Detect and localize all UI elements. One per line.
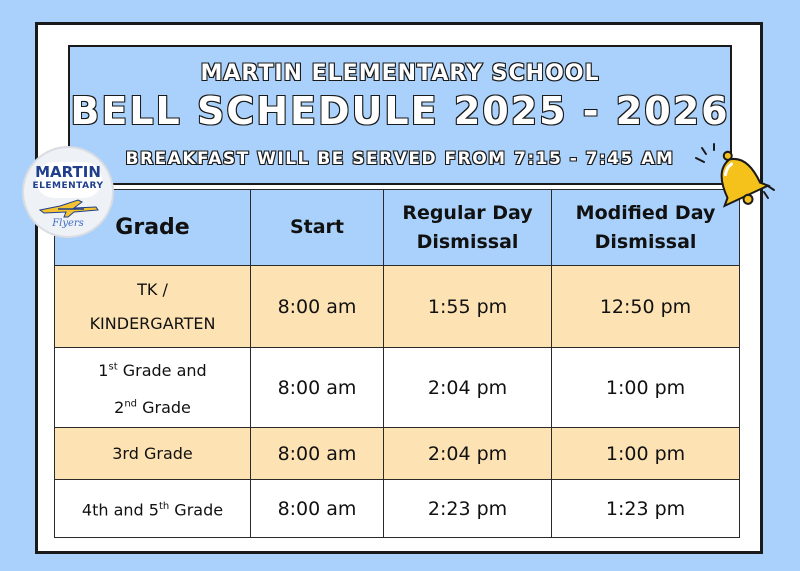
grade-cell: 4th and 5th Grade bbox=[55, 480, 251, 538]
table-row bbox=[55, 266, 740, 348]
logo-text-flyers: Flyers bbox=[52, 218, 84, 229]
table-header-row bbox=[55, 190, 740, 266]
header-grade: Grade bbox=[55, 190, 251, 266]
title-banner bbox=[68, 45, 732, 185]
header-start: Start bbox=[251, 190, 384, 266]
modified-dismissal-cell: 1:23 pm bbox=[552, 480, 740, 538]
table-row bbox=[55, 480, 740, 538]
logo-text-martin: MARTIN bbox=[35, 163, 101, 181]
bell-schedule-table bbox=[54, 189, 740, 538]
schedule-title: BELL SCHEDULE 2025 - 2026 bbox=[70, 89, 730, 133]
grade-line2: KINDERGARTEN bbox=[89, 313, 216, 333]
regular-dismissal-cell: 2:23 pm bbox=[384, 480, 552, 538]
table-row bbox=[55, 348, 740, 428]
start-cell: 8:00 am bbox=[251, 266, 384, 348]
modified-dismissal-cell: 12:50 pm bbox=[552, 266, 740, 348]
logo-text-elementary: ELEMENTARY bbox=[32, 181, 104, 191]
grade-line1: 1st Grade and bbox=[98, 360, 207, 380]
airplane-icon bbox=[38, 198, 100, 218]
regular-dismissal-cell: 2:04 pm bbox=[384, 348, 552, 428]
regular-dismissal-cell: 2:04 pm bbox=[384, 428, 552, 480]
grade-line2: 2nd Grade bbox=[114, 397, 191, 417]
grade-cell bbox=[55, 266, 251, 348]
grade-line1: TK / bbox=[137, 279, 168, 299]
header-regular-dismissal bbox=[384, 190, 552, 266]
regular-dismissal-cell: 1:55 pm bbox=[384, 266, 552, 348]
school-name: MARTIN ELEMENTARY SCHOOL bbox=[200, 61, 600, 86]
header-regular-line2: Dismissal bbox=[416, 230, 519, 253]
grade-cell: 3rd Grade bbox=[55, 428, 251, 480]
modified-dismissal-cell: 1:00 pm bbox=[552, 428, 740, 480]
header-regular-line1: Regular Day bbox=[402, 201, 533, 224]
bell-icon bbox=[692, 140, 777, 210]
modified-dismissal-cell: 1:00 pm bbox=[552, 348, 740, 428]
start-cell: 8:00 am bbox=[251, 480, 384, 538]
breakfast-note: BREAKFAST WILL BE SERVED FROM 7:15 - 7:45 AM bbox=[125, 149, 675, 169]
start-cell: 8:00 am bbox=[251, 428, 384, 480]
school-logo bbox=[22, 146, 114, 238]
grade-cell bbox=[55, 348, 251, 428]
header-modified-line1: Modified Day bbox=[575, 201, 716, 224]
header-modified-line2: Dismissal bbox=[594, 230, 697, 253]
table-row bbox=[55, 428, 740, 480]
start-cell: 8:00 am bbox=[251, 348, 384, 428]
